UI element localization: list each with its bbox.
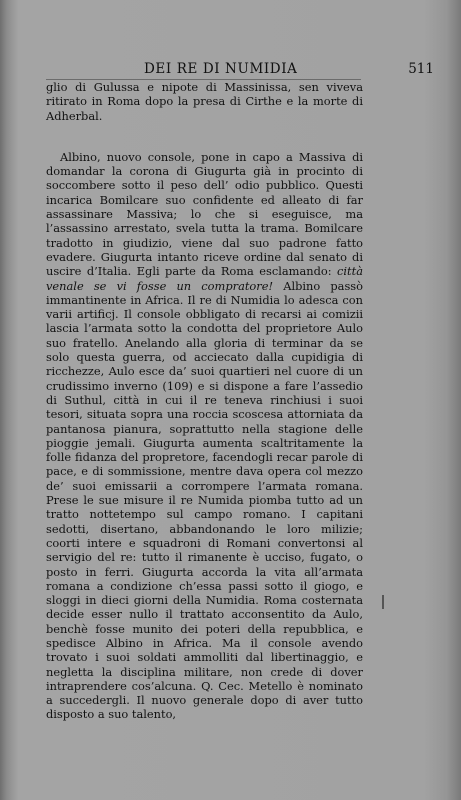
page-header [24,61,434,79]
paragraph-text-part1: Albino, nuovo console, pone in capo a Massiva di domandar la corona di Giugurta già in procinto di soccombere sotto il peso dell’ odio pubblico. Questi incarica Bomilcare suo confidente ed alleato di far assassinare Massiva; lo che si eseguisce, ma l’assassino arrestato, svela tutta la trama. Bomilcare tradotto in giudizio, viene dal suo padrone fatto evadere. Giugurta intanto riceve ordine dal senato di uscire d’Italia. Egli parte da Roma esclamando: [46,149,363,279]
body-text [46,80,363,722]
page-number: 511 [408,61,434,77]
paragraph-continuation: glio di Gulussa e nipote di Massinissa, sen viveva ritirato in Roma dopo la presa di Cirthe e la morte di Adherbal. [46,80,363,123]
margin-mark [382,595,384,609]
italic-quote: città venale se vi fosse un compratore! [46,264,363,293]
paragraph-albino [46,150,363,722]
paragraph-text-part2: Albino passò immantinente in Africa. Il re di Numidia lo adesca con varii artificj. Il console obbligato di recarsi ai comizii lascia l’armata sotto la condotta del proprietore Aulo suo fratello. Anelando alla gloria di terminar da se solo questa guerra, od acciecato dalla cupidigia di ricchezze, Aulo esce da’ suoi quartieri nel cuore di un crudissimo inverno (109) e si dispone a fare l’assedio di Suthul, città in cui il re teneva rinchiusi i suoi tesori, situata sopra una roccia scoscesa attorniata da pantanosa pianura, soprattutto nella stagione delle pioggie jemali. Giugurta aumenta scaltritamente la folle fidanza del propretore, facendogli recar parole di pace, e di sommissione, mentre dava opera col mezzo de’ suoi emissarii a corrompere l’armata romana. Prese le sue misure il re Numida piomba tutto ad un tratto nottetempo sul campo romano. I capitani sedotti, disertano, abbandonando le loro milizie; coorti intere e squadroni di Romani convertonsi al servigio del re: tutto il rimanente è ucciso, fugato, o posto in ferri. Giugurta accorda la vita all’armata romana a condizione ch’essa passi sotto il giogo, e sloggi in dieci giorni della Numidia. Roma costernata decide esser nullo il trattato acconsentito da Aulo, benchè fosse munito dei poteri della repubblica, e spedisce Albino in Africa. Ma il console avendo trovato i suoi soldati ammolliti dal libertinaggio, e negletta la disciplina militare, non crede di dover intraprendere cos’alcuna. Q. Cec. Metello è nominato a succedergli. Il nuovo generale dopo di aver tutto disposto a suo talento, [46,278,363,722]
running-title: DEI RE DI NUMIDIA [144,61,298,77]
